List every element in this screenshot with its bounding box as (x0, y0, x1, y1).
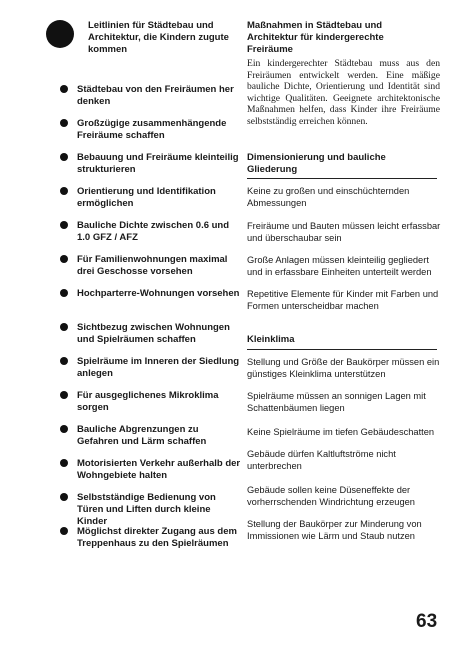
list-item: Gebäude dürfen Kaltluftströme nicht unterbrechen (247, 449, 396, 471)
list-item: Große Anlagen müssen kleinteilig gegliedert und in erfassbare Einheiten unterteilt werden (247, 255, 432, 277)
bullet-icon (60, 391, 68, 399)
title-bullet-icon (46, 20, 74, 48)
bullet-icon (60, 357, 68, 365)
list-item: Spielräume müssen an sonnigen Lagen mit Schattenbäumen liegen (247, 391, 426, 413)
left-column-title: Leitlinien für Städtebau und Architektur, die Kindern zugute kommen (88, 20, 229, 55)
bullet-icon (60, 323, 68, 331)
document-page: Leitlinien für Städtebau und Architektur, die Kindern zugute kommen Städtebau von den Freiräumen her denken Großzügige zusammenhängende Freiräume schaffen Bebauung und Freiräume kleinteilig strukturieren Orientierung und Identifikation ermöglichen Bauliche Dichte zwischen 0.6 und 1.0 GFZ / AFZ Für Familienwohnungen maximal drei Geschosse vorsehen Hochparterre-Wohnungen vorsehen Sichtbezug zwischen Wohnungen und Spielräumen schaffen Spielräume im Inneren der Siedlung anlegen Für ausgeglichenes Mikroklima sorgen Bauliche Abgrenzungen zu Gefahren und Lärm schaffen Motorisierten Verkehr außerhalb der Wohngebiete halten Selbstständige Bedienung von Türen und Liften durch kleine Kinder Möglichst direkter Zugang aus dem Treppenhaus zu den Spielräumen Maßnahmen in Städtebau und Architektur für kindergerechte Freiräume Ein kindergerechter Städtebau muss aus den Freiräumen entwickelt werden. Eine mäßige bauliche Dichte, Orientierung und Identität sind wichtige Qualitäten. Geeignete architektonische Maßnahmen helfen, dass Kinder ihre Freiräume selbstständig erreichen können. Dimensionierung und bauliche Gliederung Keine zu großen und einschüchternden Abmessungen Freiräume und Bauten müssen leicht erfassbar und überschaubar sein Große Anlagen müssen kleinteilig gegliedert und in erfassbare Einheiten unterteilt werden Repetitive Elemente für Kinder mit Farben und Formen unterscheidbar machen Kleinklima Stellung und Größe der Baukörper müssen ein günstiges Kleinklima unterstützen Spielräume müssen an sonnigen Lagen mit Schattenbäumen liegen Keine Spielräume im tiefen Gebäudeschatten Gebäude dürfen Kaltluftströme nicht unterbrechen Gebäude sollen keine Düseneffekte der vorherrschenden Windrichtung erzeugen Stellung der Baukörper zur Minderung von Immissionen wie Lärm und Staub nutzen 63 (0, 0, 458, 648)
list-item: Stellung der Baukörper zur Minderung von Immissionen wie Lärm und Staub nutzen (247, 519, 422, 541)
section-divider (247, 178, 437, 179)
section-title-microclimate: Kleinklima (247, 334, 295, 345)
bullet-icon (60, 425, 68, 433)
list-item: Gebäude sollen keine Düseneffekte der vorherrschenden Windrichtung erzeugen (247, 485, 415, 507)
bullet-icon (60, 153, 68, 161)
section-title-dimensioning: Dimensionierung und bauliche Gliederung (247, 152, 386, 175)
intro-paragraph: Ein kindergerechter Städtebau muss aus den Freiräumen entwickelt werden. Eine mäßige bauliche Dichte, Orientierung und Identität sind wichtige Qualitäten. Geeignete architektonische Maßnahmen helfen, dass Kinder ihre Freiräume selbstständig erreichen können. (247, 58, 440, 127)
list-item: Keine zu großen und einschüchternden Abmessungen (247, 186, 410, 208)
right-column-heading: Maßnahmen in Städtebau und Architektur für kindergerechte Freiräume (247, 20, 384, 55)
list-item: Repetitive Elemente für Kinder mit Farben und Formen unterscheidbar machen (247, 289, 439, 311)
bullet-icon (60, 459, 68, 467)
bullet-icon (60, 221, 68, 229)
bullet-icon (60, 527, 68, 535)
list-item: Freiräume und Bauten müssen leicht erfassbar und überschaubar sein (247, 221, 441, 243)
bullet-icon (60, 493, 68, 501)
bullet-icon (60, 85, 68, 93)
page-number: 63 (416, 611, 438, 632)
bullet-icon (60, 289, 68, 297)
section-divider (247, 349, 437, 350)
bullet-icon (60, 119, 68, 127)
bullet-icon (60, 187, 68, 195)
list-item: Keine Spielräume im tiefen Gebäudeschatten (247, 427, 435, 437)
list-item: Stellung und Größe der Baukörper müssen ein günstiges Kleinklima unterstützen (247, 357, 440, 379)
bullet-icon (60, 255, 68, 263)
